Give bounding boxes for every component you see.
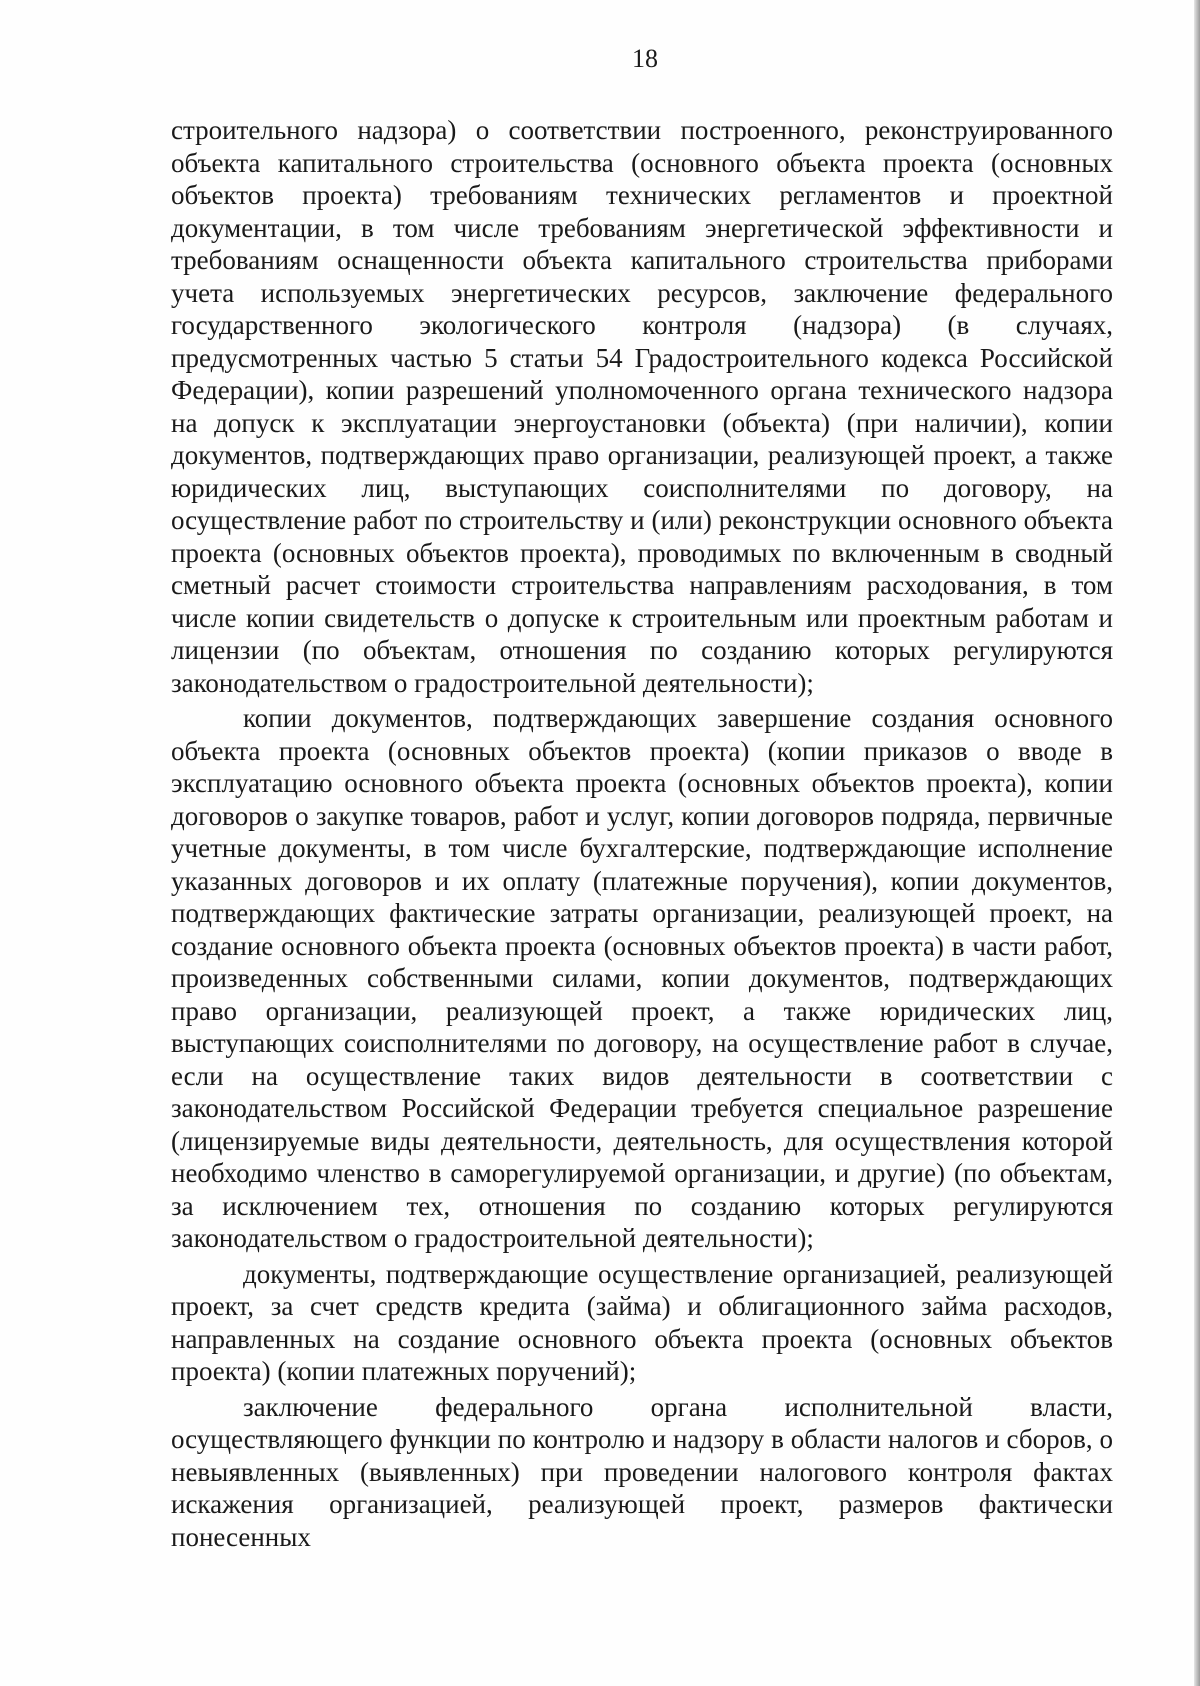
paragraph-tax-authority-conclusion: заключение федерального органа исполнительной власти, осуществляющего функции по контролю и надзору в области налогов и сборов, о невыявленных (выявленных) при проведении налогового контроля фактах искажения организацией, реализующей проект, размеров фактически понесенных — [171, 1391, 1113, 1552]
paragraph-continuation: строительного надзора) о соответствии построенного, реконструированного объекта капитального строительства (основного объекта проекта (основных объектов проекта) требованиям технических регламентов и проектной документации, в том числе требованиям энергетической эффективности и требованиям оснащенности объекта капитального строительства приборами учета используемых энергетических ресурсов, заключение федерального государственного экологического контроля (надзора) (в случаях, предусмотренных частью 5 статьи 54 Градостроительного кодекса Российской Федерации), копии разрешений уполномоченного органа технического надзора на допуск к эксплуатации энергоустановки (объекта) (при наличии), копии документов, подтверждающих право организации, реализующей проект, а также юридических лиц, выступающих соисполнителями по договору, на осуществление работ по строительству и (или) реконструкции основного объекта проекта (основных объектов проекта), проводимых по включенным в сводный сметный расчет стоимости строительства направлениям расходования, в том числе копии свидетельств о допуске к строительным или проектным работам и лицензии (по объектам, отношения по созданию которых регулируются законодательством о градостроительной деятельности); — [171, 115, 1113, 698]
paragraph-completion-documents: копии документов, подтверждающих завершение создания основного объекта проекта (основных объектов проекта) (копии приказов о вводе в эксплуатацию основного объекта проекта (основных объектов проекта), копии договоров о закупке товаров, работ и услуг, копии договоров подряда, первичные учетные документы, в том числе бухгалтерские, подтверждающие исполнение указанных договоров и их оплату (платежные поручения), копии документов, подтверждающих фактические затраты организации, реализующей проект, на создание основного объекта проекта (основных объектов проекта) в части работ, произведенных собственными силами, копии документов, подтверждающих право организации, реализующей проект, а также юридических лиц, выступающих соисполнителями по договору, на осуществление работ в случае, если на осуществление таких видов деятельности в соответствии с законодательством Российской Федерации требуется специальное разрешение (лицензируемые виды деятельности, деятельность, для осуществления которой необходимо членство в саморегулируемой организации, и другие) (по объектам, за исключением тех, отношения по созданию которых регулируются законодательством о градостроительной деятельности); — [171, 703, 1113, 1253]
document-body — [171, 114, 1113, 1553]
scan-edge — [1194, 0, 1200, 1686]
paragraph-loan-documents: документы, подтверждающие осуществление организацией, реализующей проект, за счет средств кредита (займа) и облигационного займа расходов, направленных на создание основного объекта проекта (основных объектов проекта) (копии платежных поручений); — [171, 1258, 1113, 1386]
page-number: 18 — [632, 44, 658, 73]
